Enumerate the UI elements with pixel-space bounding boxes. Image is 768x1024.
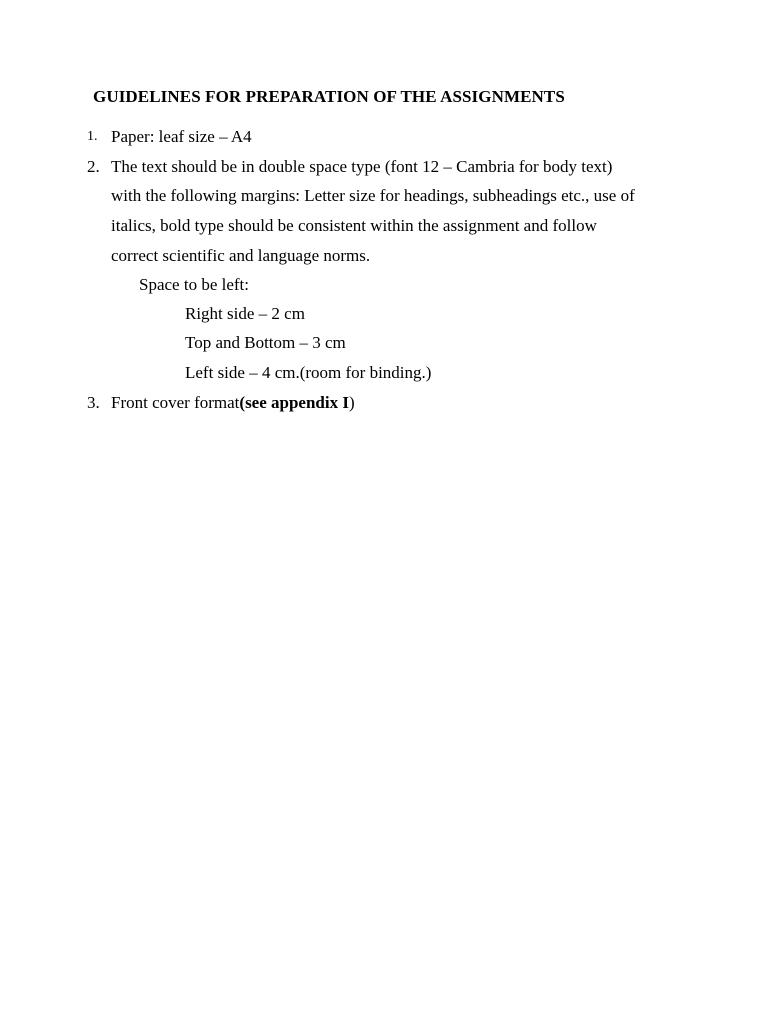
item-2-line-3: italics, bold type should be consistent within the assignment and follow — [111, 216, 597, 235]
item-1-text: Paper: leaf size – A4 — [111, 127, 252, 146]
item-3-text-plain: Front cover format — [111, 393, 240, 412]
appendix-reference: (see appendix I — [239, 393, 349, 412]
margin-right-side: Right side – 2 cm — [185, 304, 305, 323]
item-2-number: 2. — [87, 157, 100, 176]
item-2-line-2: with the following margins: Letter size for headings, subheadings etc., use of — [111, 186, 635, 205]
item-3-text — [111, 393, 355, 413]
item-2-line-1: The text should be in double space type (font 12 – Cambria for body text) — [111, 157, 613, 176]
item-1-number: 1. — [87, 129, 98, 144]
margin-left-side: Left side – 4 cm.(room for binding.) — [185, 363, 432, 382]
space-heading: Space to be left: — [139, 275, 249, 294]
item-3-number: 3. — [87, 393, 100, 412]
item-3-text-close: ) — [348, 393, 355, 412]
margin-top-bottom: Top and Bottom – 3 cm — [185, 333, 346, 352]
item-2-line-4: correct scientific and language norms. — [111, 246, 371, 265]
document-title: GUIDELINES FOR PREPARATION OF THE ASSIGNMENTS — [93, 87, 565, 106]
